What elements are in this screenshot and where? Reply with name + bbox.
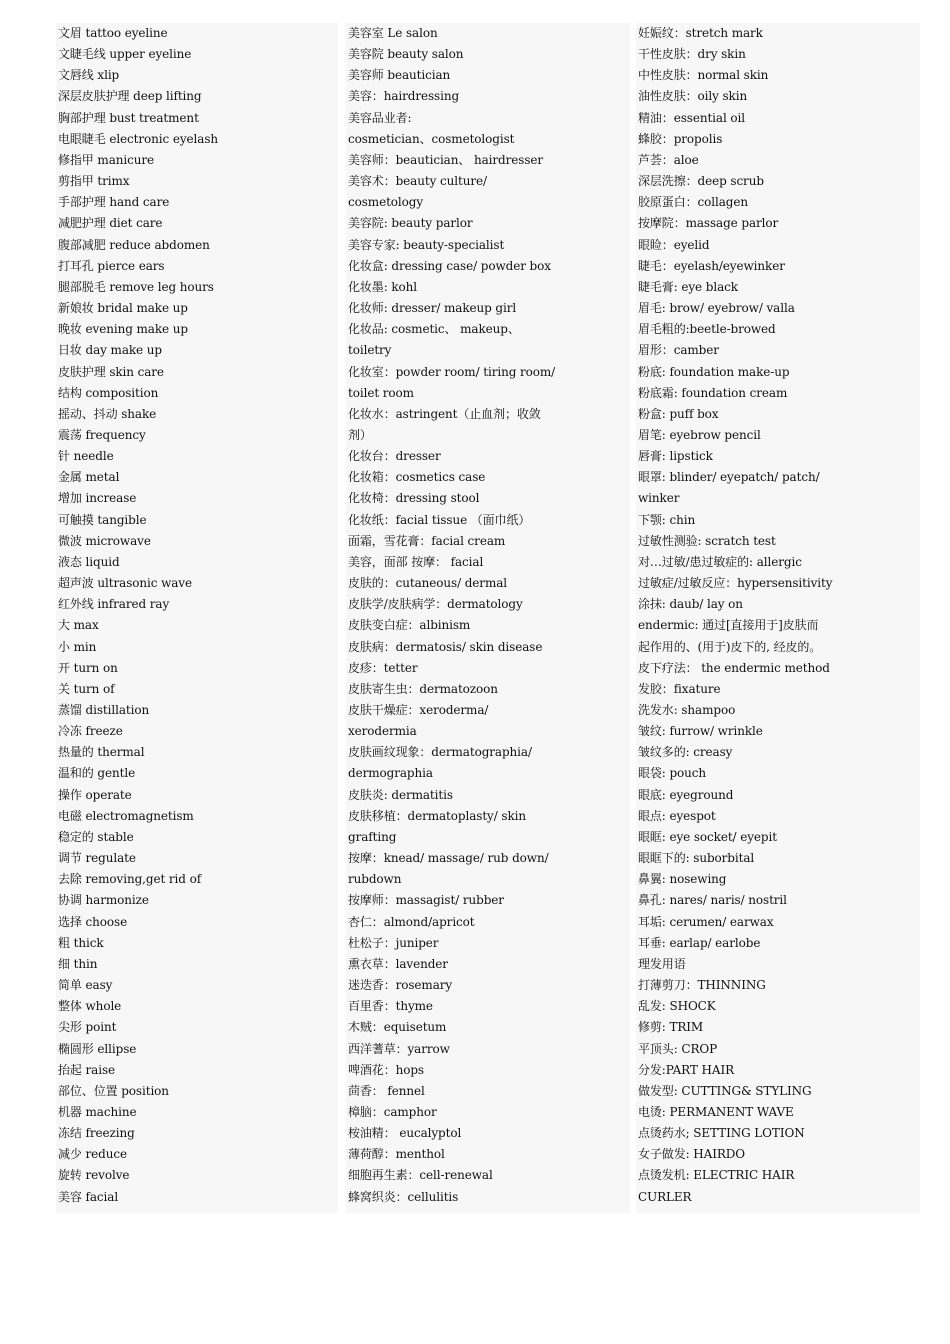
vocabulary-entry: 抬起 raise — [58, 1062, 116, 1077]
vocabulary-entry: 洗发水: shampoo — [638, 703, 736, 717]
vocabulary-entry: 皮肤学/皮肤病学：dermatology — [348, 597, 523, 612]
vocabulary-entry: 化妆室：powder room/ tiring room/ — [348, 364, 556, 379]
vocabulary-entry: 化妆纸：facial tissue （面巾纸） — [348, 512, 531, 527]
vocabulary-entry: 睫毛膏: eye black — [638, 279, 738, 294]
vocabulary-entry: 粉底霜: foundation cream — [638, 385, 788, 400]
vocabulary-entry: 乱发: SHOCK — [638, 999, 716, 1014]
vocabulary-entry: 剪指甲 trimx — [58, 174, 130, 189]
vocabulary-entry: 眼点: eyespot — [638, 808, 716, 823]
vocabulary-entry: 打耳孔 pierce ears — [58, 258, 165, 273]
vocabulary-entry: 皮肤护理 skin care — [58, 364, 164, 379]
vocabulary-entry: 日妆 day make up — [58, 343, 162, 358]
vocabulary-entry: 修指甲 manicure — [58, 152, 155, 167]
vocabulary-entry: winker — [638, 491, 680, 506]
vocabulary-entry: 起作用的、(用于)皮下的, 经皮的。 — [638, 639, 822, 654]
vocabulary-entry: 化妆水：astringent（止血剂；收敛 — [348, 406, 541, 421]
vocabulary-entry: 大 max — [58, 618, 99, 633]
vocabulary-entry: 鼻翼: nosewing — [638, 872, 727, 887]
vocabulary-entry: 皮疹：tetter — [348, 660, 418, 675]
vocabulary-entry: 杏仁：almond/apricot — [348, 914, 475, 929]
vocabulary-entry: 面霜，雪花膏：facial cream — [348, 533, 506, 548]
vocabulary-entry: 美容师：beautician、 hairdresser — [348, 152, 544, 167]
vocabulary-entry: 手部护理 hand care — [58, 195, 170, 210]
vocabulary-entry: 粉盒: puff box — [638, 406, 719, 421]
vocabulary-entry: endermic: 通过[直接用于]皮肤而 — [638, 618, 819, 633]
vocabulary-entry: 茴香： fennel — [348, 1083, 425, 1098]
vocabulary-entry: 美容术：beauty culture/ — [348, 174, 487, 189]
vocabulary-entry: 平顶头: CROP — [638, 1041, 718, 1056]
vocabulary-entry: 妊娠纹：stretch mark — [638, 26, 763, 40]
vocabulary-entry: 涂抹: daub/ lay on — [638, 597, 743, 612]
vocabulary-entry: 细 thin — [58, 956, 98, 971]
vocabulary-entry: 细胞再生素：cell-renewal — [348, 1168, 493, 1183]
vocabulary-entry: 发胶：fixature — [638, 681, 721, 696]
vocabulary-entry: 理发用语 — [638, 956, 686, 971]
vocabulary-entry: 结构 composition — [58, 385, 159, 400]
vocabulary-entry: 调节 regulate — [58, 851, 136, 866]
vocabulary-entry: 眼袋: pouch — [638, 766, 707, 781]
vocabulary-entry: 选择 choose — [58, 914, 128, 929]
vocabulary-entry: 化妆师: dresser/ makeup girl — [348, 301, 517, 316]
vocabulary-entry: 针 needle — [58, 449, 114, 464]
vocabulary-entry: 深层皮肤护理 deep lifting — [58, 89, 202, 104]
vocabulary-entry: 晚妆 evening make up — [58, 322, 188, 337]
vocabulary-entry: 眼眶: eye socket/ eyepit — [638, 829, 777, 844]
vocabulary-entry: 部位、位置 position — [58, 1083, 169, 1098]
vocabulary-entry: 唇膏: lipstick — [638, 449, 713, 464]
vocabulary-entry: 冷冻 freeze — [58, 724, 123, 739]
vocabulary-entry: 皮肤炎: dermatitis — [348, 787, 453, 802]
vocabulary-entry: 修剪: TRIM — [638, 1020, 704, 1035]
vocabulary-entry: 眉形：camber — [638, 343, 719, 358]
vocabulary-entry: 液态 liquid — [58, 554, 120, 569]
vocabulary-entry: 可触摸 tangible — [58, 512, 147, 527]
vocabulary-entry: 分发:PART HAIR — [638, 1062, 735, 1077]
vocabulary-entry: 化妆台：dresser — [348, 449, 441, 464]
document-page — [56, 23, 920, 1213]
vocabulary-entry: 皮肤的：cutaneous/ dermal — [348, 576, 508, 591]
vocabulary-entry: CURLER — [638, 1189, 692, 1204]
vocabulary-entry: 美容 facial — [58, 1189, 119, 1204]
vocabulary-entry: 鼻孔: nares/ naris/ nostril — [638, 893, 787, 908]
vocabulary-entry: 微波 microwave — [58, 533, 151, 548]
vocabulary-entry: 红外线 infrared ray — [58, 597, 170, 612]
vocabulary-entry: 美容室 Le salon — [348, 26, 438, 40]
vocabulary-entry: rubdown — [348, 872, 402, 887]
vocabulary-entry: 对…过敏/患过敏症的: allergic — [638, 554, 802, 569]
vocabulary-entry: 化妆品: cosmetic、 makeup、 — [348, 322, 520, 337]
vocabulary-entry: 眉笔: eyebrow pencil — [638, 427, 761, 442]
vocabulary-entry: 眼罩: blinder/ eyepatch/ patch/ — [638, 470, 820, 485]
vocabulary-entry: 操作 operate — [58, 787, 132, 802]
vocabulary-entry: 深层洗擦：deep scrub — [638, 174, 764, 189]
vocabulary-column-3 — [636, 23, 920, 1213]
vocabulary-entry: 皮下疗法： the endermic method — [638, 660, 830, 675]
vocabulary-entry: 胸部护理 bust treatment — [58, 110, 199, 125]
vocabulary-entry: 文眉 tattoo eyeline — [58, 26, 168, 40]
vocabulary-entry: 美容品业者: — [348, 110, 412, 125]
vocabulary-entry: 皱纹多的: creasy — [638, 745, 733, 760]
vocabulary-entry: 中性皮肤：normal skin — [638, 68, 769, 83]
vocabulary-entry: 椭圆形 ellipse — [58, 1041, 137, 1056]
vocabulary-entry: 熏衣草：lavender — [348, 956, 448, 971]
vocabulary-entry: 芦荟：aloe — [638, 152, 699, 167]
vocabulary-entry: toiletry — [348, 343, 392, 358]
vocabulary-entry: 按摩师：massagist/ rubber — [348, 893, 504, 908]
vocabulary-entry: 化妆箱：cosmetics case — [348, 470, 486, 485]
vocabulary-entry: 按摩院：massage parlor — [638, 216, 779, 231]
vocabulary-entry: 新娘妆 bridal make up — [58, 301, 188, 316]
vocabulary-entry: 皮肤移植：dermatoplasty/ skin — [348, 808, 526, 823]
vocabulary-entry: 稳定的 stable — [58, 829, 134, 844]
vocabulary-entry: 耳垂: earlap/ earlobe — [638, 935, 761, 950]
vocabulary-entry: 点烫药水; SETTING LOTION — [638, 1126, 805, 1141]
vocabulary-entry: 关 turn of — [58, 681, 115, 696]
vocabulary-entry: 腹部减肥 reduce abdomen — [58, 237, 210, 252]
vocabulary-column-2 — [346, 23, 630, 1213]
vocabulary-entry: 震荡 frequency — [58, 427, 146, 442]
vocabulary-entry: 皮肤画纹现象：dermatographia/ — [348, 745, 532, 760]
vocabulary-entry: 打薄剪刀：THINNING — [638, 978, 766, 993]
vocabulary-entry: 过敏症/过敏反应：hypersensitivity — [638, 576, 833, 591]
vocabulary-entry: 皮肤寄生虫：dermatozoon — [348, 681, 498, 696]
vocabulary-entry: 迷迭香：rosemary — [348, 978, 453, 993]
vocabulary-entry: 蜂窝织炎：cellulitis — [348, 1189, 459, 1204]
vocabulary-entry: 干性皮肤：dry skin — [638, 47, 746, 62]
vocabulary-entry: 杜松子：juniper — [348, 935, 439, 950]
vocabulary-entry: 蜂胶：propolis — [638, 131, 723, 146]
vocabulary-entry: 睫毛：eyelash/eyewinker — [638, 258, 785, 273]
vocabulary-entry: 木贼：equisetum — [348, 1020, 447, 1035]
vocabulary-entry: 皮肤病：dermatosis/ skin disease — [348, 639, 543, 654]
vocabulary-entry: 啤酒花：hops — [348, 1062, 424, 1077]
vocabulary-entry: 开 turn on — [58, 660, 118, 675]
vocabulary-entry: 美容，面部 按摩： facial — [348, 554, 484, 569]
vocabulary-entry: 皮肤变白症：albinism — [348, 618, 471, 633]
vocabulary-entry: 去除 removing,get rid of — [58, 872, 202, 887]
vocabulary-entry: 尖形 point — [58, 1020, 117, 1035]
vocabulary-entry: 按摩：knead/ massage/ rub down/ — [348, 851, 549, 866]
vocabulary-entry: 金属 metal — [58, 470, 120, 485]
vocabulary-entry: 做发型: CUTTING& STYLING — [638, 1083, 812, 1098]
vocabulary-entry: 眉毛: brow/ eyebrow/ valla — [638, 301, 795, 316]
vocabulary-entry: 油性皮肤：oily skin — [638, 89, 748, 104]
vocabulary-entry: cosmetology — [348, 195, 424, 210]
vocabulary-entry: grafting — [348, 829, 397, 844]
vocabulary-entry: 超声波 ultrasonic wave — [58, 576, 192, 591]
vocabulary-entry: 热量的 thermal — [58, 745, 145, 760]
vocabulary-entry: 胶原蛋白：collagen — [638, 195, 748, 210]
vocabulary-entry: 美容：hairdressing — [348, 89, 460, 104]
vocabulary-entry: 粗 thick — [58, 935, 104, 950]
vocabulary-entry: 百里香：thyme — [348, 999, 433, 1014]
vocabulary-entry: 桉油精： eucalyptol — [348, 1126, 462, 1141]
vocabulary-entry: 整体 whole — [58, 999, 122, 1014]
vocabulary-entry: 过敏性测验: scratch test — [638, 533, 776, 548]
vocabulary-entry: 皮肤干燥症：xeroderma/ — [348, 703, 489, 717]
vocabulary-entry: 小 min — [58, 639, 97, 654]
vocabulary-entry: 点烫发机: ELECTRIC HAIR — [638, 1168, 795, 1183]
vocabulary-entry: 电眼睫毛 electronic eyelash — [58, 131, 219, 146]
vocabulary-entry: 化妆盒: dressing case/ powder box — [348, 258, 551, 273]
vocabulary-entry: 机器 machine — [58, 1104, 137, 1119]
vocabulary-entry: 电烫: PERMANENT WAVE — [638, 1104, 794, 1119]
vocabulary-entry: 美容院: beauty parlor — [348, 216, 473, 231]
vocabulary-entry: 蒸馏 distillation — [58, 703, 150, 717]
vocabulary-entry: 薄荷醇：menthol — [348, 1147, 445, 1162]
vocabulary-entry: 简单 easy — [58, 978, 113, 993]
vocabulary-entry: 下颚: chin — [638, 512, 696, 527]
vocabulary-entry: 西洋蓍草：yarrow — [348, 1041, 450, 1056]
vocabulary-entry: 摇动、抖动 shake — [58, 406, 157, 421]
vocabulary-entry: 文唇线 xlip — [58, 68, 120, 83]
vocabulary-entry: 电磁 electromagnetism — [58, 808, 194, 823]
vocabulary-entry: xerodermia — [348, 724, 417, 739]
vocabulary-entry: 眼底: eyeground — [638, 787, 734, 802]
vocabulary-entry: 皱纹: furrow/ wrinkle — [638, 724, 763, 739]
vocabulary-entry: 冻结 freezing — [58, 1126, 135, 1141]
vocabulary-entry: 增加 increase — [58, 491, 137, 506]
vocabulary-entry: 化妆墨: kohl — [348, 279, 418, 294]
vocabulary-entry: 腿部脱毛 remove leg hours — [58, 279, 214, 294]
vocabulary-entry: 粉底: foundation make-up — [638, 364, 790, 379]
vocabulary-entry: 眉毛粗的:beetle-browed — [638, 322, 776, 337]
vocabulary-entry: 旋转 revolve — [58, 1168, 130, 1183]
vocabulary-entry: 女子做发: HAIRDO — [638, 1147, 746, 1162]
vocabulary-column-1 — [56, 23, 338, 1213]
vocabulary-entry: 美容师 beautician — [348, 68, 451, 83]
vocabulary-entry: 协调 harmonize — [58, 893, 149, 908]
vocabulary-entry: 减少 reduce — [58, 1147, 127, 1162]
vocabulary-entry: 减肥护理 diet care — [58, 216, 163, 231]
vocabulary-entry: dermographia — [348, 766, 433, 781]
vocabulary-entry: toilet room — [348, 385, 414, 400]
vocabulary-entry: 美容专家: beauty-specialist — [348, 237, 505, 252]
vocabulary-entry: 文睫毛线 upper eyeline — [58, 47, 192, 62]
vocabulary-entry: 精油：essential oil — [638, 110, 746, 125]
vocabulary-entry: 温和的 gentle — [58, 766, 136, 781]
vocabulary-entry: 樟脑：camphor — [348, 1104, 437, 1119]
vocabulary-entry: 剂） — [348, 427, 372, 442]
vocabulary-entry: 化妆椅：dressing stool — [348, 491, 480, 506]
vocabulary-entry: cosmetician、cosmetologist — [348, 131, 515, 146]
vocabulary-entry: 眼睑：eyelid — [638, 237, 710, 252]
vocabulary-entry: 眼眶下的: suborbital — [638, 851, 755, 866]
vocabulary-entry: 美容院 beauty salon — [348, 47, 464, 62]
vocabulary-entry: 耳垢: cerumen/ earwax — [638, 914, 774, 929]
